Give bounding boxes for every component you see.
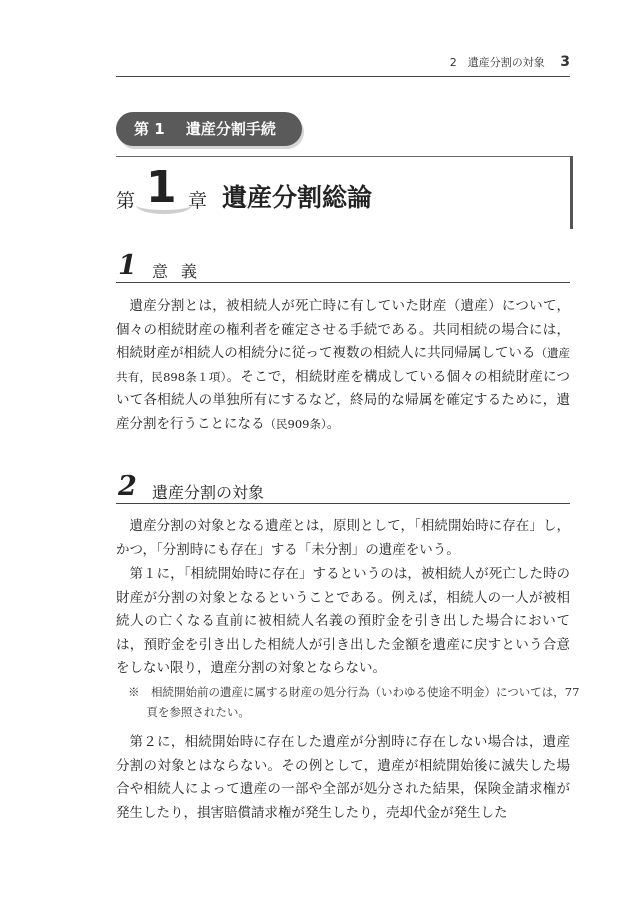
part-number: 第 1 (134, 120, 165, 138)
footnote-note: ※ 相続開始前の遺産に属する財産の処分行為（いわゆる使途不明金）については，77頁を参照されたい。 (128, 685, 580, 719)
section-number: 2 (118, 471, 137, 502)
chapter-title: 遺産分割総論 (222, 183, 373, 212)
chapter-suffix: 章 (188, 190, 208, 212)
running-header (116, 54, 570, 77)
section-number: 1 (118, 250, 137, 281)
section-title: 意義 (152, 262, 211, 281)
part-heading (116, 112, 302, 146)
section-2-paragraph-2: 第１に，「相続開始時に存在」するというのは，被相続人が死亡した時の財産が分割の対象となるということである。例えば，相続人の一人が被相続人の亡くなる直前に被相続人名義の預貯金を引き出した場合においては，預貯金を引き出した相続人が引き出した金額を遺産に戻すという合意をしない限り，遺産分割の対象とならない。 (116, 566, 570, 677)
section-heading-1 (116, 250, 570, 283)
chapter-number: 1 (146, 162, 177, 213)
section-heading-2 (116, 471, 570, 504)
section-2-paragraph-1: 遺産分割の対象となる遺産とは，原則として，「相続開始時に存在」し，かつ，「分割時にも存在」する「未分割」の遺産をいう。 (116, 518, 570, 558)
part-title: 遺産分割手続 (185, 120, 276, 138)
section-1-paragraph: 遺産分割とは，被相続人が死亡時に有していた財産（遺産）について，個々の相続財産の権利者を確定させる手続である。共同相続の場合には，相続財産が相続人の相続分に従って複数の相続人に共同帰属している（遺産共有，民898条１項）。そこで，相続財産を構成している個々の相続財産について各相続人の単独所有にするなど，終局的な帰属を確定するために，遺産分割を行うことになる（民909条）。 (116, 298, 571, 432)
running-header-section: 2 遺産分割の対象 (449, 56, 545, 69)
chapter-prefix: 第 (116, 190, 136, 212)
page-number: 3 (560, 54, 570, 70)
section-2-paragraph-3: 第２に，相続開始時に存在した遺産が分割時に存在しない場合は，遺産分割の対象とはならない。その例として，遺産が相続開始後に滅失した場合や相続人によって遺産の一部や全部が処分された結果，保険金請求権が発生したり，損害賠償請求権が発生したり，売却代金が発生した (116, 734, 570, 821)
section-title: 遺産分割の対象 (152, 483, 265, 502)
